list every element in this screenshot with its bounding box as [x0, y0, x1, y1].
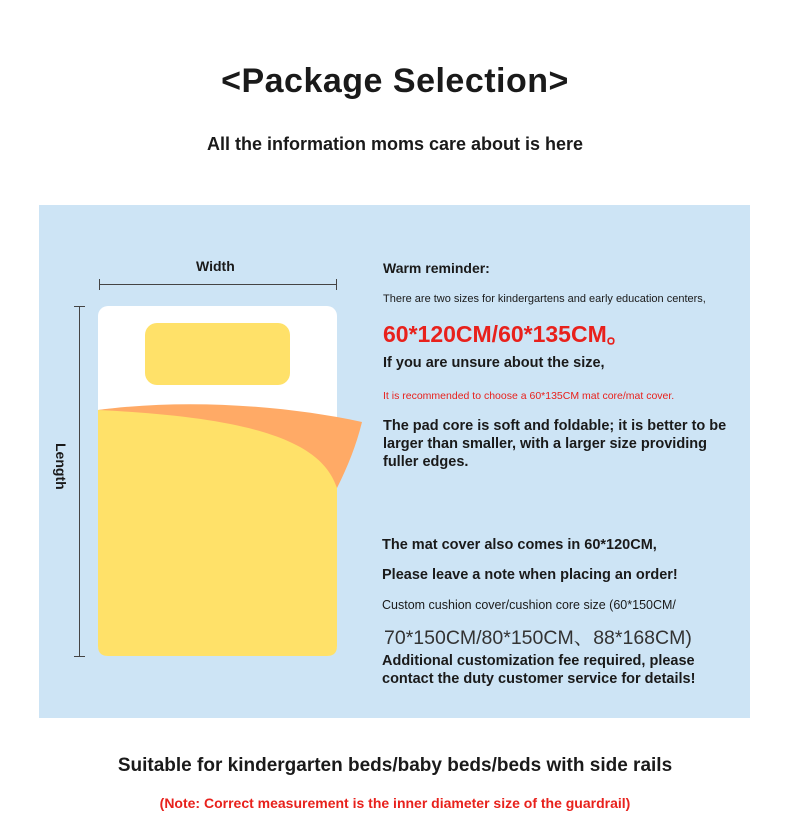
- length-label: Length: [53, 443, 69, 490]
- measurement-note: (Note: Correct measurement is the inner diameter size of the guardrail): [159, 795, 631, 811]
- length-dimension-line: [79, 306, 80, 657]
- sizes-highlight: 60*120CM/60*135CM。: [383, 321, 630, 347]
- warm-reminder-heading: Warm reminder:: [383, 260, 490, 276]
- suitable-beds-text: Suitable for kindergarten beds/baby beds/beds with side rails: [117, 755, 673, 776]
- width-tick-right: [336, 279, 337, 290]
- recommendation-text: It is recommended to choose a 60*135CM mat core/mat cover.: [383, 390, 675, 402]
- page-subtitle: All the information moms care about is here: [206, 134, 584, 154]
- pad-core-text: The pad core is soft and foldable; it is better to be larger than smaller, with a larger size providing fuller edges.: [383, 418, 727, 470]
- width-dimension-line: [99, 284, 337, 285]
- page-title: <Package Selection>: [221, 62, 569, 100]
- unsure-text: If you are unsure about the size,: [383, 355, 605, 371]
- mat-cover-text: The mat cover also comes in 60*120CM,: [382, 537, 657, 553]
- custom-size-text: Custom cushion cover/cushion core size (60*150CM/: [382, 598, 676, 612]
- width-label: Width: [196, 258, 235, 274]
- custom-sizes-list: 70*150CM/80*150CM、88*168CM): [384, 627, 692, 649]
- two-sizes-text: There are two sizes for kindergartens and early education centers,: [383, 293, 706, 305]
- blanket-illustration: [98, 306, 368, 656]
- width-tick-left: [99, 279, 100, 290]
- leave-note-text: Please leave a note when placing an order!: [382, 567, 678, 583]
- length-tick-top: [74, 306, 85, 307]
- length-tick-bottom: [74, 656, 85, 657]
- customization-fee-text: Additional customization fee required, please contact the duty customer service for details!: [382, 653, 696, 687]
